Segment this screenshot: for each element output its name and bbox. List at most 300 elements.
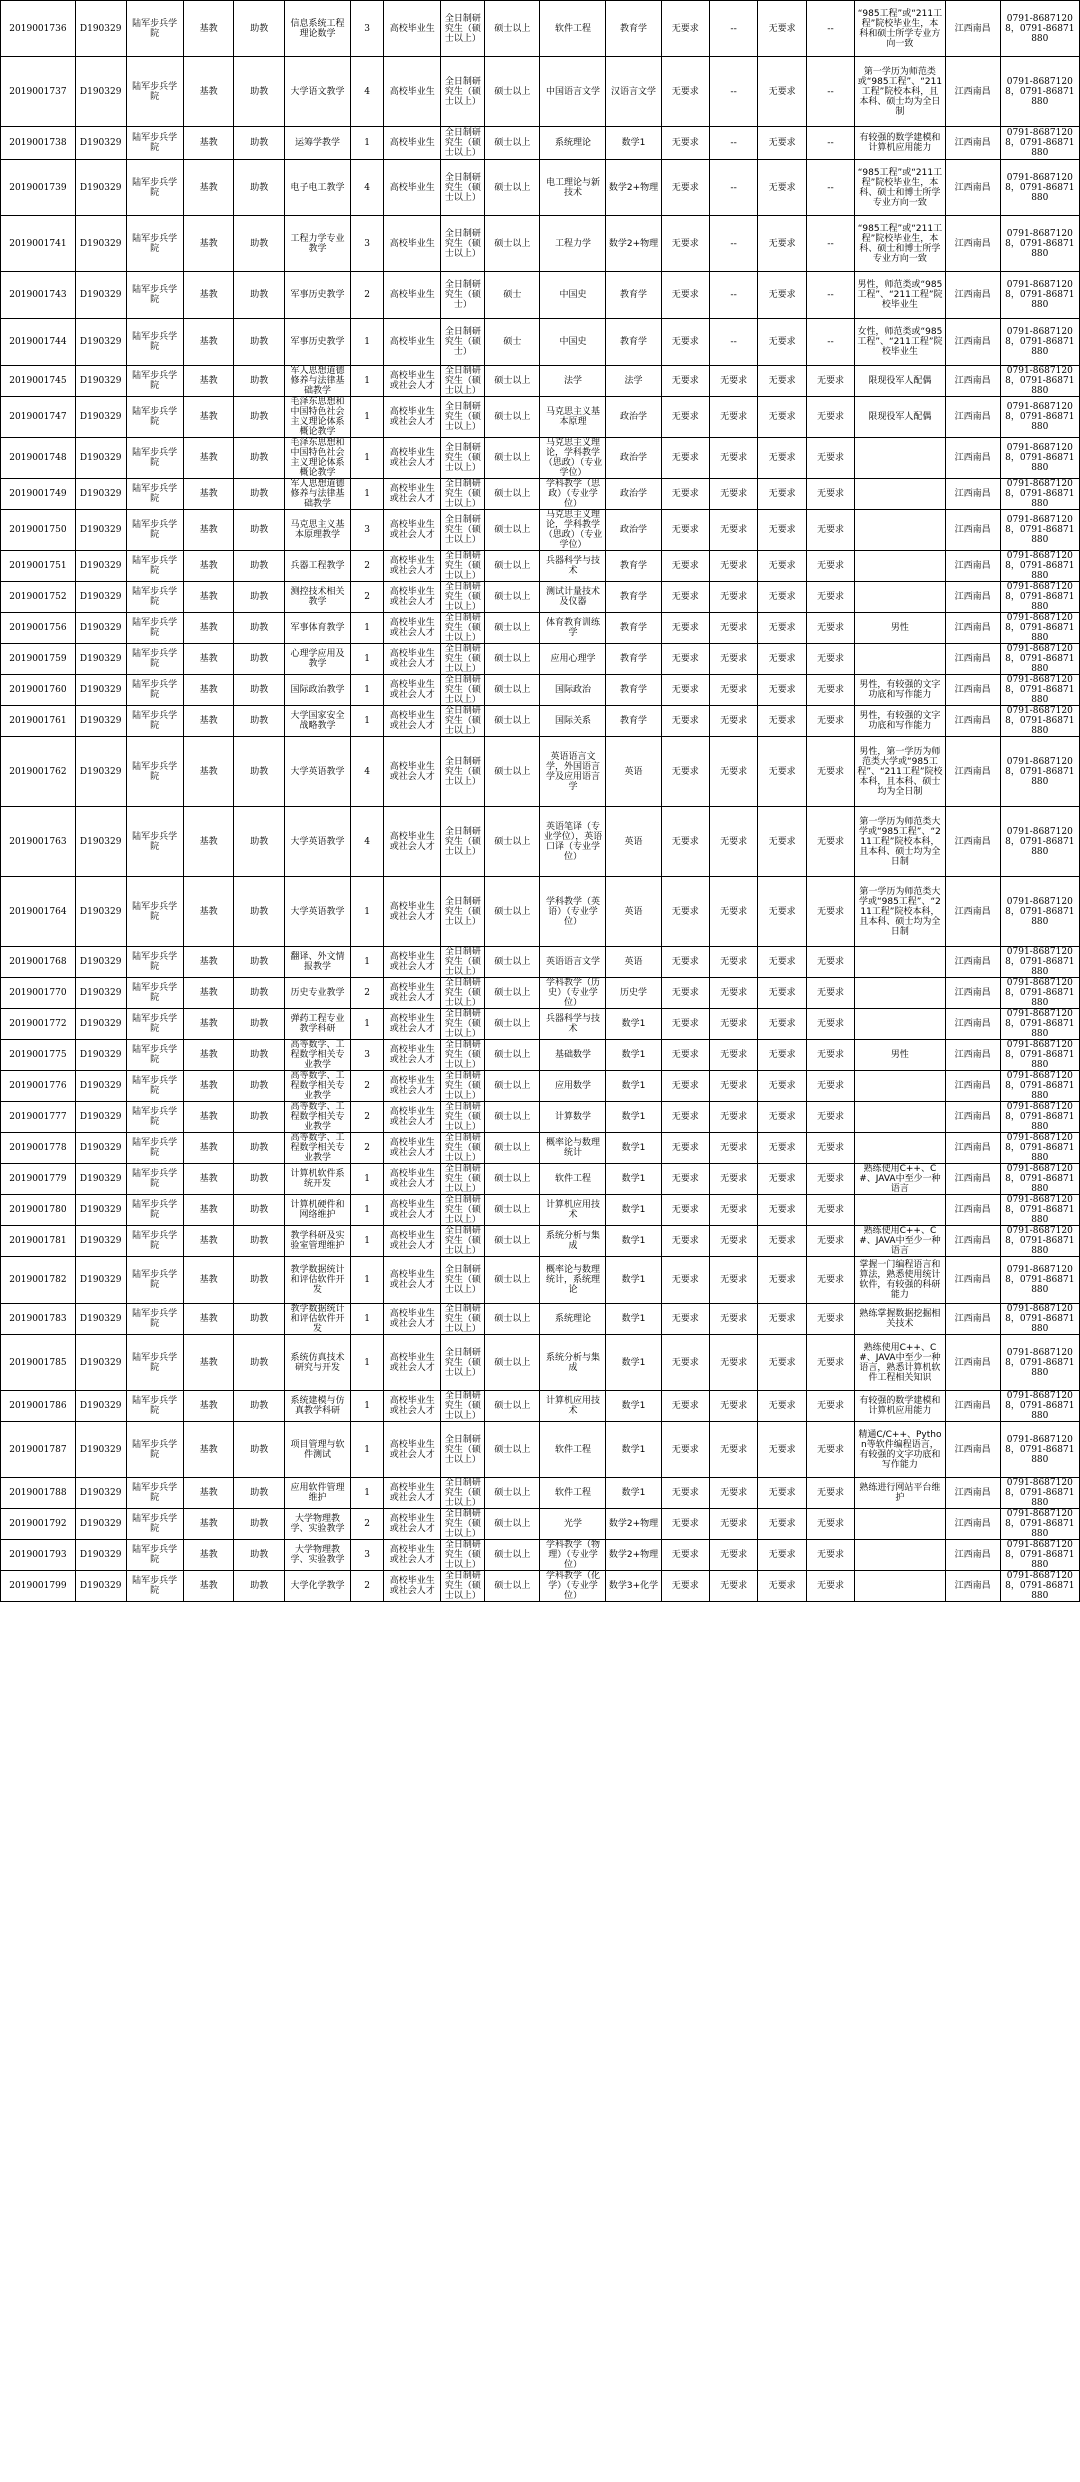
cell-other-skill: 无要求	[806, 1540, 854, 1571]
cell-education: 全日制研究生（硕士以上）	[441, 947, 485, 978]
cell-exam-subject: 教育学	[606, 644, 661, 675]
cell-contact-phone: 0791-86871208，0791-86871880	[1000, 1195, 1079, 1226]
cell-job-content: 心理学应用及教学	[285, 644, 351, 675]
cell-exam-subject: 数学1	[606, 1009, 661, 1040]
cell-unit-code: D190329	[75, 510, 126, 551]
table-row	[1, 160, 1080, 216]
cell-department: 基教	[183, 706, 234, 737]
cell-candidate-type: 高校毕业生	[384, 127, 441, 160]
cell-department: 基教	[183, 1304, 234, 1335]
cell-work-years: 无要求	[709, 1540, 757, 1571]
cell-work-years: 无要求	[709, 737, 757, 807]
cell-remarks: 限现役军人配偶	[855, 397, 945, 438]
cell-exam-subject: 数学2+物理	[606, 1540, 661, 1571]
cell-candidate-type: 高校毕业生或社会人才	[384, 366, 441, 397]
cell-contact-phone: 0791-86871208，0791-86871880	[1000, 1335, 1079, 1391]
cell-quota: 1	[351, 366, 384, 397]
cell-job-content: 运筹学教学	[285, 127, 351, 160]
table-row	[1, 1571, 1080, 1602]
cell-contact-phone: 0791-86871208，0791-86871880	[1000, 1102, 1079, 1133]
cell-other-skill: 无要求	[806, 675, 854, 706]
cell-ethnicity: 无要求	[758, 319, 806, 366]
cell-location: 江西南昌	[945, 807, 1000, 877]
cell-location: 江西南昌	[945, 1571, 1000, 1602]
cell-ethnicity: 无要求	[758, 1102, 806, 1133]
cell-degree: 硕士以上	[485, 397, 540, 438]
cell-location: 江西南昌	[945, 1133, 1000, 1164]
cell-unit-code: D190329	[75, 1509, 126, 1540]
cell-job-content: 高等数学、工程数学相关专业教学	[285, 1071, 351, 1102]
cell-location: 江西南昌	[945, 1304, 1000, 1335]
cell-contact-phone: 0791-86871208，0791-86871880	[1000, 551, 1079, 582]
cell-job-title: 助教	[234, 1391, 285, 1422]
cell-other-skill: --	[806, 272, 854, 319]
cell-job-content: 工程力学专业教学	[285, 216, 351, 272]
cell-ethnicity: 无要求	[758, 1478, 806, 1509]
cell-job-content: 历史专业教学	[285, 978, 351, 1009]
cell-ethnicity: 无要求	[758, 1226, 806, 1257]
cell-major: 中国史	[540, 272, 606, 319]
cell-department: 基教	[183, 1478, 234, 1509]
cell-job-title: 助教	[234, 1257, 285, 1304]
cell-remarks	[855, 1571, 945, 1602]
cell-major: 工程力学	[540, 216, 606, 272]
cell-position-code: 2019001781	[1, 1226, 76, 1257]
cell-candidate-type: 高校毕业生或社会人才	[384, 1164, 441, 1195]
table-row	[1, 127, 1080, 160]
cell-job-title: 助教	[234, 1540, 285, 1571]
cell-candidate-type: 高校毕业生或社会人才	[384, 1226, 441, 1257]
cell-major: 国际政治	[540, 675, 606, 706]
cell-education: 全日制研究生（硕士以上）	[441, 551, 485, 582]
cell-political-status: 无要求	[661, 582, 709, 613]
cell-major: 体育教育训练学	[540, 613, 606, 644]
cell-unit-code: D190329	[75, 1071, 126, 1102]
cell-department: 基教	[183, 1335, 234, 1391]
table-row	[1, 551, 1080, 582]
cell-major: 学科教学（化学）（专业学位）	[540, 1571, 606, 1602]
cell-unit-code: D190329	[75, 1540, 126, 1571]
cell-location: 江西南昌	[945, 366, 1000, 397]
cell-quota: 4	[351, 737, 384, 807]
cell-quota: 3	[351, 510, 384, 551]
cell-political-status: 无要求	[661, 613, 709, 644]
cell-degree: 硕士以上	[485, 807, 540, 877]
cell-exam-subject: 数学1	[606, 1422, 661, 1478]
cell-department: 基教	[183, 582, 234, 613]
table-row	[1, 57, 1080, 127]
cell-major: 电工理论与新技术	[540, 160, 606, 216]
cell-remarks	[855, 978, 945, 1009]
cell-ethnicity: 无要求	[758, 582, 806, 613]
cell-quota: 1	[351, 479, 384, 510]
cell-position-code: 2019001752	[1, 582, 76, 613]
cell-major: 中国史	[540, 319, 606, 366]
cell-degree: 硕士以上	[485, 551, 540, 582]
cell-unit-name: 陆军步兵学院	[126, 1102, 183, 1133]
cell-exam-subject: 法学	[606, 366, 661, 397]
table-row	[1, 1509, 1080, 1540]
cell-ethnicity: 无要求	[758, 216, 806, 272]
cell-degree: 硕士以上	[485, 644, 540, 675]
cell-ethnicity: 无要求	[758, 1040, 806, 1071]
table-row	[1, 1, 1080, 57]
cell-other-skill: 无要求	[806, 807, 854, 877]
cell-unit-code: D190329	[75, 1226, 126, 1257]
cell-quota: 2	[351, 551, 384, 582]
cell-department: 基教	[183, 366, 234, 397]
cell-political-status: 无要求	[661, 737, 709, 807]
cell-ethnicity: 无要求	[758, 1133, 806, 1164]
cell-education: 全日制研究生（硕士以上）	[441, 438, 485, 479]
cell-contact-phone: 0791-86871208，0791-86871880	[1000, 706, 1079, 737]
cell-major: 中国语言文学	[540, 57, 606, 127]
cell-political-status: 无要求	[661, 1040, 709, 1071]
cell-unit-name: 陆军步兵学院	[126, 216, 183, 272]
cell-unit-code: D190329	[75, 1102, 126, 1133]
table-row	[1, 947, 1080, 978]
cell-candidate-type: 高校毕业生或社会人才	[384, 1335, 441, 1391]
cell-exam-subject: 数学1	[606, 1071, 661, 1102]
cell-exam-subject: 英语	[606, 807, 661, 877]
cell-position-code: 2019001777	[1, 1102, 76, 1133]
cell-ethnicity: 无要求	[758, 366, 806, 397]
cell-position-code: 2019001750	[1, 510, 76, 551]
cell-exam-subject: 数学1	[606, 1226, 661, 1257]
cell-ethnicity: 无要求	[758, 1571, 806, 1602]
cell-unit-name: 陆军步兵学院	[126, 613, 183, 644]
cell-job-content: 大学英语教学	[285, 737, 351, 807]
table-row	[1, 1335, 1080, 1391]
cell-exam-subject: 教育学	[606, 582, 661, 613]
table-row	[1, 1195, 1080, 1226]
cell-candidate-type: 高校毕业生或社会人才	[384, 1102, 441, 1133]
cell-remarks: 掌握一门编程语言和算法，熟悉使用统计软件，有较强的科研能力	[855, 1257, 945, 1304]
cell-degree: 硕士以上	[485, 438, 540, 479]
cell-job-title: 助教	[234, 272, 285, 319]
cell-work-years: 无要求	[709, 675, 757, 706]
cell-remarks: 精通C/C++、Python等软件编程语言，有较强的文字功底和写作能力	[855, 1422, 945, 1478]
cell-education: 全日制研究生（硕士以上）	[441, 479, 485, 510]
cell-political-status: 无要求	[661, 1009, 709, 1040]
cell-position-code: 2019001763	[1, 807, 76, 877]
cell-remarks	[855, 1133, 945, 1164]
cell-unit-code: D190329	[75, 1257, 126, 1304]
cell-political-status: 无要求	[661, 272, 709, 319]
cell-location: 江西南昌	[945, 1257, 1000, 1304]
cell-department: 基教	[183, 613, 234, 644]
cell-other-skill: 无要求	[806, 877, 854, 947]
cell-political-status: 无要求	[661, 551, 709, 582]
cell-other-skill: 无要求	[806, 613, 854, 644]
table-row	[1, 706, 1080, 737]
cell-education: 全日制研究生（硕士以上）	[441, 675, 485, 706]
cell-candidate-type: 高校毕业生或社会人才	[384, 1391, 441, 1422]
cell-work-years: 无要求	[709, 582, 757, 613]
cell-contact-phone: 0791-86871208，0791-86871880	[1000, 1571, 1079, 1602]
cell-job-content: 计算机硬件和网络维护	[285, 1195, 351, 1226]
cell-degree: 硕士以上	[485, 1195, 540, 1226]
cell-unit-name: 陆军步兵学院	[126, 644, 183, 675]
table-row	[1, 1304, 1080, 1335]
cell-remarks	[855, 1071, 945, 1102]
cell-unit-code: D190329	[75, 551, 126, 582]
cell-unit-code: D190329	[75, 479, 126, 510]
cell-other-skill: --	[806, 127, 854, 160]
cell-job-title: 助教	[234, 1040, 285, 1071]
cell-job-title: 助教	[234, 366, 285, 397]
cell-degree: 硕士以上	[485, 1509, 540, 1540]
cell-department: 基教	[183, 127, 234, 160]
cell-location: 江西南昌	[945, 1102, 1000, 1133]
cell-education: 全日制研究生（硕士）	[441, 319, 485, 366]
cell-job-content: 项目管理与软件测试	[285, 1422, 351, 1478]
cell-job-title: 助教	[234, 1226, 285, 1257]
cell-other-skill: 无要求	[806, 706, 854, 737]
cell-unit-code: D190329	[75, 127, 126, 160]
cell-job-title: 助教	[234, 1, 285, 57]
cell-unit-name: 陆军步兵学院	[126, 1071, 183, 1102]
cell-other-skill: 无要求	[806, 978, 854, 1009]
cell-unit-name: 陆军步兵学院	[126, 1540, 183, 1571]
cell-other-skill: 无要求	[806, 1195, 854, 1226]
cell-contact-phone: 0791-86871208，0791-86871880	[1000, 1257, 1079, 1304]
cell-political-status: 无要求	[661, 127, 709, 160]
cell-department: 基教	[183, 1009, 234, 1040]
cell-degree: 硕士以上	[485, 479, 540, 510]
cell-contact-phone: 0791-86871208，0791-86871880	[1000, 807, 1079, 877]
cell-contact-phone: 0791-86871208，0791-86871880	[1000, 127, 1079, 160]
cell-location: 江西南昌	[945, 877, 1000, 947]
cell-ethnicity: 无要求	[758, 1164, 806, 1195]
cell-department: 基教	[183, 1422, 234, 1478]
cell-job-content: 翻译、外文情报教学	[285, 947, 351, 978]
cell-unit-code: D190329	[75, 57, 126, 127]
cell-position-code: 2019001775	[1, 1040, 76, 1071]
cell-position-code: 2019001749	[1, 479, 76, 510]
cell-unit-code: D190329	[75, 613, 126, 644]
cell-candidate-type: 高校毕业生或社会人才	[384, 1509, 441, 1540]
cell-major: 英语笔译（专业学位），英语口译（专业学位）	[540, 807, 606, 877]
cell-candidate-type: 高校毕业生或社会人才	[384, 1304, 441, 1335]
cell-job-title: 助教	[234, 1164, 285, 1195]
cell-unit-name: 陆军步兵学院	[126, 947, 183, 978]
cell-quota: 1	[351, 1478, 384, 1509]
cell-work-years: 无要求	[709, 510, 757, 551]
cell-exam-subject: 数学1	[606, 1133, 661, 1164]
cell-position-code: 2019001779	[1, 1164, 76, 1195]
cell-education: 全日制研究生（硕士以上）	[441, 1509, 485, 1540]
cell-unit-code: D190329	[75, 582, 126, 613]
cell-remarks: 第一学历为师范类大学或“985工程”、“211工程”院校本科，且本科、硕士均为全日制	[855, 877, 945, 947]
cell-degree: 硕士以上	[485, 1226, 540, 1257]
cell-unit-name: 陆军步兵学院	[126, 1391, 183, 1422]
cell-position-code: 2019001793	[1, 1540, 76, 1571]
cell-location: 江西南昌	[945, 1009, 1000, 1040]
cell-location: 江西南昌	[945, 1509, 1000, 1540]
cell-ethnicity: 无要求	[758, 397, 806, 438]
cell-education: 全日制研究生（硕士以上）	[441, 582, 485, 613]
cell-degree: 硕士以上	[485, 1304, 540, 1335]
cell-unit-code: D190329	[75, 947, 126, 978]
cell-candidate-type: 高校毕业生或社会人才	[384, 1195, 441, 1226]
cell-job-title: 助教	[234, 1133, 285, 1164]
cell-remarks: 熟练使用C++、C#、JAVA中至少一种语言，熟悉计算机软件工程相关知识	[855, 1335, 945, 1391]
cell-other-skill: 无要求	[806, 479, 854, 510]
cell-major: 学科教学（思政）（专业学位）	[540, 479, 606, 510]
cell-candidate-type: 高校毕业生或社会人才	[384, 737, 441, 807]
cell-contact-phone: 0791-86871208，0791-86871880	[1000, 1, 1079, 57]
cell-contact-phone: 0791-86871208，0791-86871880	[1000, 272, 1079, 319]
cell-job-content: 电子电工教学	[285, 160, 351, 216]
cell-unit-code: D190329	[75, 644, 126, 675]
cell-location: 江西南昌	[945, 397, 1000, 438]
cell-department: 基教	[183, 1509, 234, 1540]
cell-job-content: 高等数学、工程数学相关专业教学	[285, 1102, 351, 1133]
cell-quota: 1	[351, 1226, 384, 1257]
cell-remarks	[855, 644, 945, 675]
cell-ethnicity: 无要求	[758, 737, 806, 807]
cell-position-code: 2019001768	[1, 947, 76, 978]
cell-unit-code: D190329	[75, 1195, 126, 1226]
cell-quota: 1	[351, 675, 384, 706]
cell-political-status: 无要求	[661, 1540, 709, 1571]
cell-candidate-type: 高校毕业生或社会人才	[384, 706, 441, 737]
cell-department: 基教	[183, 1164, 234, 1195]
cell-job-content: 教学数据统计和评估软件开发	[285, 1257, 351, 1304]
cell-major: 应用心理学	[540, 644, 606, 675]
cell-job-content: 大学物理教学、实验教学	[285, 1540, 351, 1571]
cell-political-status: 无要求	[661, 319, 709, 366]
cell-candidate-type: 高校毕业生	[384, 216, 441, 272]
cell-department: 基教	[183, 675, 234, 706]
cell-major: 英语语言文学，外国语言学及应用语言学	[540, 737, 606, 807]
cell-remarks	[855, 1009, 945, 1040]
cell-contact-phone: 0791-86871208，0791-86871880	[1000, 737, 1079, 807]
cell-contact-phone: 0791-86871208，0791-86871880	[1000, 319, 1079, 366]
cell-job-title: 助教	[234, 644, 285, 675]
cell-candidate-type: 高校毕业生	[384, 160, 441, 216]
cell-other-skill: 无要求	[806, 1102, 854, 1133]
cell-remarks	[855, 551, 945, 582]
cell-unit-code: D190329	[75, 978, 126, 1009]
cell-other-skill: 无要求	[806, 510, 854, 551]
cell-major: 软件工程	[540, 1422, 606, 1478]
cell-degree: 硕士以上	[485, 675, 540, 706]
cell-degree: 硕士以上	[485, 947, 540, 978]
cell-job-content: 测控技术相关教学	[285, 582, 351, 613]
cell-major: 国际关系	[540, 706, 606, 737]
cell-unit-name: 陆军步兵学院	[126, 807, 183, 877]
table-row	[1, 613, 1080, 644]
cell-other-skill: 无要求	[806, 1391, 854, 1422]
cell-major: 概率论与数理统计，系统理论	[540, 1257, 606, 1304]
cell-other-skill: 无要求	[806, 1040, 854, 1071]
cell-work-years: --	[709, 319, 757, 366]
cell-department: 基教	[183, 57, 234, 127]
cell-exam-subject: 数学1	[606, 1257, 661, 1304]
cell-job-title: 助教	[234, 57, 285, 127]
cell-education: 全日制研究生（硕士以上）	[441, 1226, 485, 1257]
cell-job-content: 高等数学、工程数学相关专业教学	[285, 1133, 351, 1164]
cell-remarks: 熟练使用C++、C#、JAVA中至少一种语言	[855, 1226, 945, 1257]
cell-degree: 硕士以上	[485, 1009, 540, 1040]
cell-position-code: 2019001792	[1, 1509, 76, 1540]
cell-major: 计算机应用技术	[540, 1391, 606, 1422]
cell-department: 基教	[183, 1, 234, 57]
cell-exam-subject: 英语	[606, 877, 661, 947]
cell-work-years: 无要求	[709, 1509, 757, 1540]
cell-candidate-type: 高校毕业生或社会人才	[384, 438, 441, 479]
cell-political-status: 无要求	[661, 1102, 709, 1133]
cell-degree: 硕士以上	[485, 737, 540, 807]
cell-remarks	[855, 582, 945, 613]
cell-job-content: 大学语文教学	[285, 57, 351, 127]
cell-degree: 硕士以上	[485, 1071, 540, 1102]
cell-education: 全日制研究生（硕士以上）	[441, 978, 485, 1009]
table-row	[1, 479, 1080, 510]
cell-work-years: 无要求	[709, 1391, 757, 1422]
cell-position-code: 2019001764	[1, 877, 76, 947]
cell-education: 全日制研究生（硕士以上）	[441, 1478, 485, 1509]
cell-other-skill: 无要求	[806, 438, 854, 479]
cell-work-years: --	[709, 216, 757, 272]
cell-degree: 硕士以上	[485, 57, 540, 127]
cell-unit-name: 陆军步兵学院	[126, 160, 183, 216]
cell-major: 系统分析与集成	[540, 1335, 606, 1391]
cell-job-title: 助教	[234, 397, 285, 438]
cell-education: 全日制研究生（硕士以上）	[441, 1422, 485, 1478]
cell-quota: 1	[351, 1391, 384, 1422]
cell-position-code: 2019001780	[1, 1195, 76, 1226]
cell-department: 基教	[183, 510, 234, 551]
table-row	[1, 877, 1080, 947]
cell-major: 学科教学（英语）（专业学位）	[540, 877, 606, 947]
table-row	[1, 438, 1080, 479]
table-row	[1, 1391, 1080, 1422]
cell-work-years: --	[709, 272, 757, 319]
cell-department: 基教	[183, 1540, 234, 1571]
cell-unit-code: D190329	[75, 1164, 126, 1195]
cell-department: 基教	[183, 978, 234, 1009]
cell-political-status: 无要求	[661, 1257, 709, 1304]
cell-education: 全日制研究生（硕士以上）	[441, 644, 485, 675]
cell-quota: 1	[351, 397, 384, 438]
cell-job-title: 助教	[234, 1422, 285, 1478]
cell-major: 光学	[540, 1509, 606, 1540]
cell-work-years: 无要求	[709, 613, 757, 644]
cell-location: 江西南昌	[945, 1478, 1000, 1509]
cell-department: 基教	[183, 160, 234, 216]
cell-remarks	[855, 479, 945, 510]
cell-degree: 硕士以上	[485, 1391, 540, 1422]
cell-quota: 4	[351, 57, 384, 127]
cell-position-code: 2019001770	[1, 978, 76, 1009]
cell-education: 全日制研究生（硕士以上）	[441, 1009, 485, 1040]
cell-location: 江西南昌	[945, 438, 1000, 479]
cell-remarks: 第一学历为师范类或“985工程”、“211工程”院校本科，且本科、硕士均为全日制	[855, 57, 945, 127]
cell-location: 江西南昌	[945, 57, 1000, 127]
table-row	[1, 644, 1080, 675]
cell-major: 系统分析与集成	[540, 1226, 606, 1257]
cell-exam-subject: 英语	[606, 737, 661, 807]
cell-ethnicity: 无要求	[758, 1257, 806, 1304]
cell-education: 全日制研究生（硕士以上）	[441, 1071, 485, 1102]
cell-degree: 硕士以上	[485, 1164, 540, 1195]
cell-major: 学科教学（历史）（专业学位）	[540, 978, 606, 1009]
cell-exam-subject: 数学2+物理	[606, 1509, 661, 1540]
cell-political-status: 无要求	[661, 1509, 709, 1540]
